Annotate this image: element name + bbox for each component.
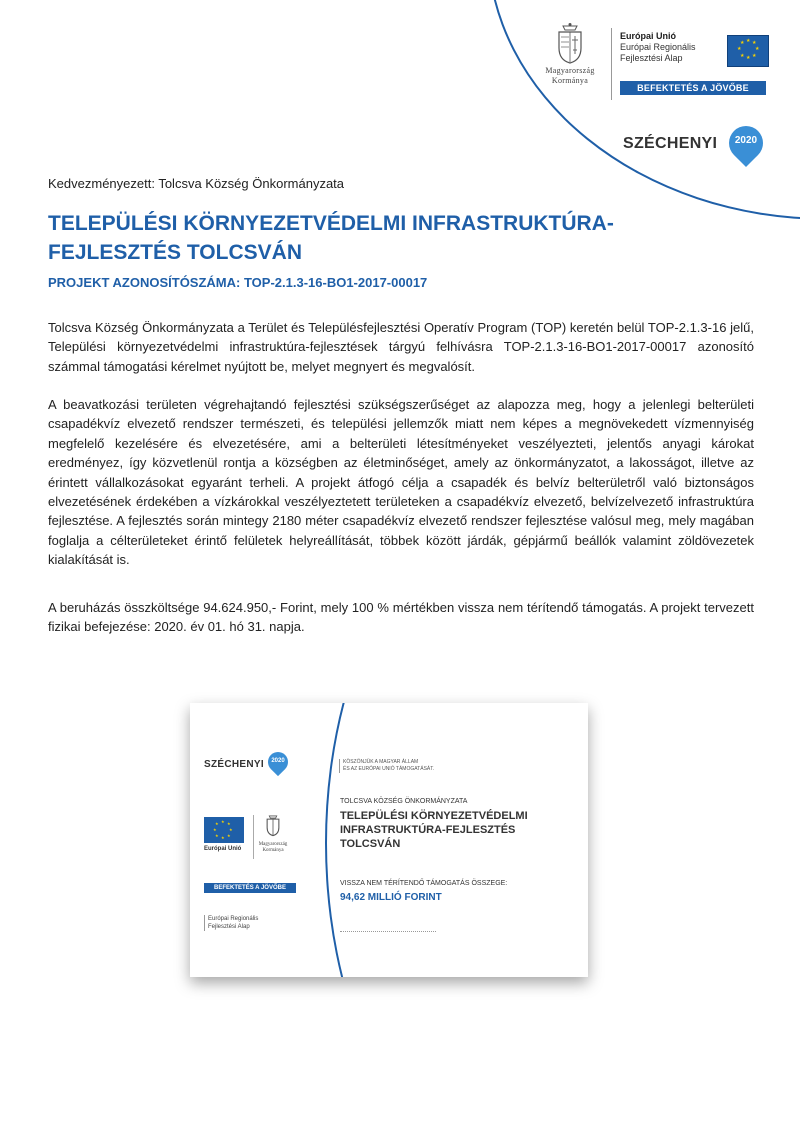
crest-text-line1: Magyarország — [545, 66, 595, 75]
beneficiary-line: Kedvezményezett: Tolcsva Község Önkormányzata — [48, 176, 345, 191]
project-id: PROJEKT AZONOSÍTÓSZÁMA: TOP-2.1.3-16-BO1-2017-00017 — [48, 275, 428, 290]
project-board-image — [190, 703, 588, 977]
paragraph-intro: Tolcsva Község Önkormányzata a Terület és Településfejlesztési Operatív Program (TOP) keretén belül TOP-2.1.3-16 jelű, Települési környezetvédelmi infrastruktúra-fejlesztések tárgyú felhívásra TOP-2.1.3-16-BO1-2017-00017 azonosító számmal támogatási kérelmet nyújtott be, melyet megnyert és megvalósít. — [48, 320, 754, 374]
hungarian-crest-icon — [555, 22, 585, 64]
board-szechenyi-text: SZÉCHENYI — [204, 759, 264, 770]
board-title — [340, 809, 528, 851]
eu-fund-line2: Fejlesztési Alap — [620, 53, 683, 63]
board-eu-flag-icon: ★ ★ ★ ★ ★ ★ ★ ★ — [204, 817, 244, 843]
board-title-line3: TOLCSVÁN — [340, 838, 401, 850]
crest-text — [538, 66, 602, 86]
board-szechenyi-year: 2020 — [271, 758, 285, 764]
paragraph-costs: A beruházás összköltsége 94.624.950,- Forint, mely 100 % mértékben vissza nem térítendő támogatás. A projekt tervezett fizikai befejezése: 2020. év 01. hó 31. napja. — [48, 600, 754, 635]
board-fund-label — [204, 915, 258, 931]
eu-logo-block — [620, 31, 770, 101]
eu-title: Európai Unió — [620, 31, 676, 41]
szechenyi-year: 2020 — [734, 135, 758, 146]
board-thanks-line2: ÉS AZ EURÓPAI UNIÓ TÁMOGATÁSÁT. — [343, 766, 435, 772]
board-crest-icon — [265, 813, 281, 837]
board-sum-value: 94,62 MILLIÓ FORINT — [340, 892, 442, 903]
board-fund-line2: Fejlesztési Alap — [208, 924, 250, 930]
hungarian-government-logo — [538, 22, 602, 86]
board-crest-line2: Kormánya — [262, 848, 284, 853]
document-title: TELEPÜLÉSI KÖRNYEZETVÉDELMI INFRASTRUKTÚRA-FEJLESZTÉS TOLCSVÁN — [48, 212, 614, 264]
szechenyi-logo — [623, 126, 773, 176]
board-title-line2: INFRASTRUKTÚRA-FEJLESZTÉS — [340, 824, 516, 836]
paragraph-details: A beavatkozási területen végrehajtandó fejlesztési szükségszerűséget az alapozza meg, hogy a jelenlegi belterületi csapadékvíz elvezető rendszer természeti, és települési jellemzők miatt nem képes a megnövekedett vízmennyiség megfelelő kezelésére és elvezetésére, ami a belterületi létesítményeket veszélyezteti, jelentős anyagi károkat eredményez, így közvetlenül rontja a községben az életminőséget, amely az önkormányzatot, a lakosságot, illetve az érintett vállalkozásokat egyaránt terheli. A projekt átfogó célja a csapadék és belvíz belterületről való biztonságos elvezetésének érdekében a vízkárokkal veszélyeztetett területeken a csapadékvíz elvezető, belvízelvezető infrastruktúra fejlesztése. A fejlesztés során mintegy 2180 méter csapadékvíz elvezető rendszer fejlesztése valósul meg, mely magában foglalja a célterületeket érintő felületek helyreállítását, többek között járdák, gépjármű beállók valamint zöldövezetek kialakítását is. — [48, 397, 754, 568]
board-government-logo — [256, 813, 290, 854]
board-sum-label: VISSZA NEM TÉRÍTENDŐ TÁMOGATÁS ÖSSZEGE: — [340, 880, 508, 887]
board-organization: TOLCSVA KÖZSÉG ÖNKORMÁNYZATA — [340, 798, 468, 805]
slogan-banner: BEFEKTETÉS A JÖVŐBE — [620, 81, 766, 95]
logo-divider — [611, 28, 612, 100]
board-thanks-line1: KÖSZÖNJÜK A MAGYAR ÁLLAM — [343, 759, 419, 765]
board-fund-line1: Európai Regionális — [208, 916, 259, 922]
board-crest-line1: Magyarország — [258, 842, 288, 847]
board-logo-divider — [253, 815, 254, 859]
header-logos — [0, 0, 800, 190]
board-title-line1: TELEPÜLÉSI KÖRNYEZETVÉDELMI — [340, 810, 528, 822]
board-fineprint-line — [340, 931, 436, 934]
board-slogan: BEFEKTETÉS A JÖVŐBE — [204, 883, 296, 893]
board-thanks — [339, 759, 434, 773]
board-eu-label: Európai Unió — [204, 846, 242, 852]
szechenyi-text: SZÉCHENYI — [623, 135, 718, 152]
crest-text-line2: Kormánya — [551, 76, 589, 85]
eu-fund-line1: Európai Regionális — [620, 42, 696, 52]
eu-flag-icon: ★ ★ ★ ★ ★ ★ ★ ★ — [727, 35, 769, 67]
